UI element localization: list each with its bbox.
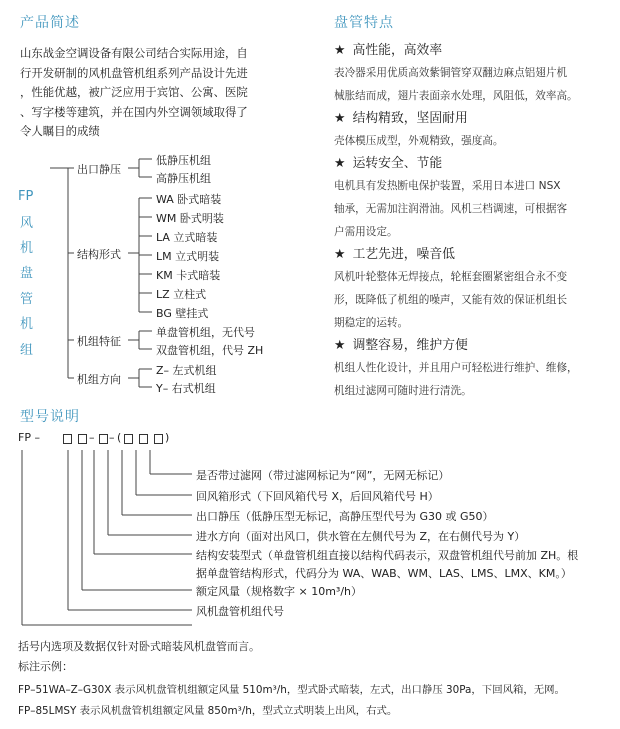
feature-heading: 结构精致，坚固耐用 (352, 111, 468, 126)
tree-item: BG 壁挂式 (156, 307, 209, 320)
feature-text: 轴承，无需加注润滑油。风机三档调速，可根据客 (334, 203, 568, 215)
tree-item: LA 立式暗装 (156, 231, 218, 244)
tree-item: LZ 立柱式 (156, 288, 207, 301)
model-explain-line: 回风箱形式（下回风箱代号 X，后回风箱代号 H） (196, 490, 439, 503)
feature-list (334, 40, 614, 403)
code-box-pressure (124, 434, 133, 444)
feature-heading: 高性能，高效率 (352, 43, 443, 58)
fp-root-char: 管 (20, 292, 34, 307)
feature-text: 风机叶轮整体无焊接点，轮框套圈紧密组合永不变 (334, 271, 568, 283)
feature-text: 壳体模压成型，外观精致，强度高。 (334, 135, 504, 147)
intro-line: 令人瞩目的成绩 (20, 124, 100, 138)
intro-line: 、写字楼等建筑，并在国内外空调领域取得了 (20, 104, 248, 119)
model-explain-line: 风机盘管机组代号 (196, 605, 284, 618)
model-explain-line: 是否带过滤网（带过滤网标记为“网”，无网无标记） (196, 469, 450, 482)
feature-item (334, 153, 614, 244)
model-explain-line: 据单盘管结构形式，代码分为 WA、WAB、WM、LAS、LMS、LMX、KM。） (196, 567, 572, 580)
star-icon: ★ (334, 111, 346, 126)
feature-text: 械胀结而成，翅片表面亲水处理，风阻低，效率高。 (334, 90, 578, 102)
tree-item: LM 立式明装 (156, 250, 220, 263)
feature-heading: 调整容易，维护方便 (352, 338, 468, 353)
tree-item: Y– 右式机组 (156, 382, 216, 395)
model-prefix: FP – (18, 431, 40, 444)
feature-item (334, 244, 614, 335)
feature-heading: 运转安全、节能 (352, 156, 443, 171)
code-box-return (139, 434, 148, 444)
tree-item: 双盘管机组，代号 ZH (156, 344, 264, 357)
code-box-structure (78, 434, 87, 444)
tree-group-label: 机组特征 (77, 335, 121, 348)
fp-root-char: FP (18, 189, 34, 204)
feature-item (334, 40, 614, 108)
intro-line: 行开发研制的风机盘管机组系列产品设计先进 (20, 65, 248, 80)
star-icon: ★ (334, 338, 346, 353)
fp-root-char: 机 (20, 317, 34, 332)
feature-item (334, 108, 614, 153)
fp-root-char: 机 (20, 241, 34, 256)
tree-item: WM 卧式明装 (156, 212, 224, 225)
model-explain-line: 出口静压（低静压型无标记，高静压型代号为 G30 或 G50） (196, 510, 494, 523)
feature-text: 机组人性化设计，并且用户可轻松进行维护、维修， (334, 362, 578, 374)
feature-text: 电机具有发热断电保护装置，采用日本进口 NSX (334, 180, 561, 192)
feature-text: 形，既降低了机组的噪声，又能有效的保证机组长 (334, 294, 568, 306)
star-icon: ★ (334, 247, 346, 262)
feature-heading: 工艺先进，噪音低 (352, 247, 455, 262)
fp-root-char: 组 (20, 343, 34, 358)
example-line: FP–51WA–Z–G30X 表示风机盘管机组额定风量 510m³/h，型式卧式暗装，左式，出口静压 30Pa，下回风箱，无网。 (18, 684, 565, 696)
feature-item (334, 335, 614, 403)
model-explanation-title: 型号说明 (20, 409, 80, 425)
intro-line: ，性能优越，被广泛应用于宾馆、公寓、医院 (20, 85, 248, 99)
model-paren-open: ( (117, 431, 122, 444)
tree-item: WA 卧式暗装 (156, 193, 222, 206)
tree-item: KM 卡式暗装 (156, 269, 221, 282)
feature-text: 机组过滤网可随时进行清洗。 (334, 385, 472, 397)
fp-root-char: 盘 (20, 266, 34, 281)
example-line: FP–85LMSY 表示风机盘管机组额定风量 850m³/h，型式立式明装上出风，右式。 (18, 705, 398, 717)
footnote-note: 括号内选项及数据仅针对卧式暗装风机盘管而言。 (18, 640, 260, 653)
model-paren-close: ) (165, 431, 170, 444)
tree-item: 单盘管机组，无代号 (156, 326, 255, 339)
model-dash: – (89, 431, 95, 444)
feature-text: 户需用设定。 (334, 226, 398, 238)
code-box-filter (154, 434, 163, 444)
product-intro-title: 产品简述 (20, 15, 80, 31)
feature-text: 期稳定的运转。 (334, 317, 409, 329)
star-icon: ★ (334, 156, 346, 171)
fp-root-char: 风 (20, 216, 34, 231)
intro-line: 山东战金空调设备有限公司结合实际用途，自 (20, 46, 248, 60)
feature-text: 表冷器采用优质高效紫铜管穿双翻边麻点铝翅片机 (334, 67, 568, 79)
code-box-airflow (63, 434, 72, 444)
model-dash: – (109, 431, 115, 444)
tree-group-label: 出口静压 (77, 163, 121, 176)
tree-item: Z– 左式机组 (156, 364, 217, 377)
tree-group-label: 结构形式 (77, 248, 121, 261)
coil-features-title: 盘管特点 (334, 15, 394, 31)
tree-group-label: 机组方向 (77, 373, 121, 386)
tree-item: 低静压机组 (156, 154, 211, 167)
model-explain-line: 结构安装型式（单盘管机组直接以结构代码表示，双盘管机组代号前加 ZH。根 (196, 549, 579, 562)
model-explain-line: 进水方向（面对出风口，供水管在左侧代号为 Z，在右侧代号为 Y） (196, 530, 526, 543)
example-title: 标注示例： (18, 660, 73, 673)
tree-item: 高静压机组 (156, 172, 211, 185)
model-explain-line: 额定风量（规格数字 × 10m³/h） (196, 585, 363, 598)
star-icon: ★ (334, 43, 346, 58)
code-box-direction (99, 434, 108, 444)
